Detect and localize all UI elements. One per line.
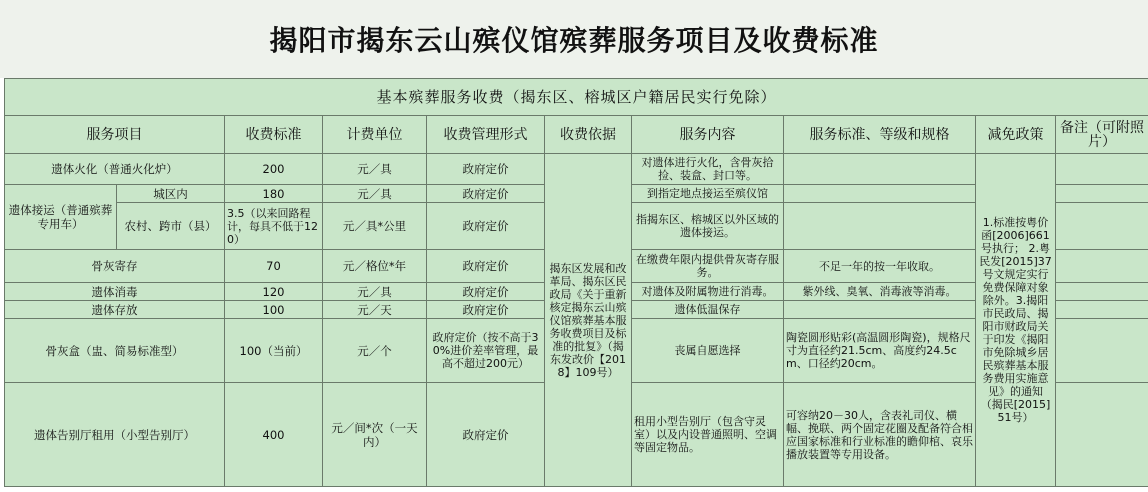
standard-cell xyxy=(784,203,976,250)
unit-cell: 元／具 xyxy=(323,185,427,203)
content-cell: 遗体低温保存 xyxy=(632,301,784,319)
exemption-cell: 1.标准按粤价函[2006]661号执行； 2.粤民发[2015]37号文规定实行免费保障对象除外。3.揭阳市民政局、揭阳市财政局关于印发《揭阳市免除城乡居民殡葬基本服务费用实施意见》的通知（揭民[2015]51号） xyxy=(976,154,1056,487)
standard-cell: 陶瓷圆形贴彩(高温圆形陶瓷)，规格尺寸为直径约21.5cm、高度约24.5cm、口径约20cm。 xyxy=(784,319,976,383)
sub-item-cell: 城区内 xyxy=(117,185,225,203)
header-cell: 服务项目 xyxy=(5,116,225,154)
remark-cell xyxy=(1056,283,1148,301)
item-cell: 骨灰盒（盅、简易标准型） xyxy=(5,319,225,383)
sub-item-cell: 农村、跨市（县） xyxy=(117,203,225,250)
header-cell: 减免政策 xyxy=(976,116,1056,154)
title-band xyxy=(0,0,1148,78)
fee-cell: 400 xyxy=(225,383,323,487)
unit-cell: 元／格位*年 xyxy=(323,250,427,283)
basis-cell: 揭东区发展和改革局、揭东区民政局《关于重新核定揭东云山殡仪馆殡葬基本服务收费项目及标准的批复》（揭东发改价【2018】109号） xyxy=(545,154,632,487)
fee-cell: 200 xyxy=(225,154,323,185)
unit-cell: 元／天 xyxy=(323,301,427,319)
header-cell: 收费依据 xyxy=(545,116,632,154)
content-cell: 指揭东区、榕城区以外区域的遗体接运。 xyxy=(632,203,784,250)
mgmt-cell: 政府定价 xyxy=(427,383,545,487)
fee-cell: 3.5（以来回路程计，每具不低于120） xyxy=(225,203,323,250)
unit-cell: 元／个 xyxy=(323,319,427,383)
standard-cell xyxy=(784,185,976,203)
remark-cell xyxy=(1056,154,1148,185)
header-cell: 服务内容 xyxy=(632,116,784,154)
standard-cell xyxy=(784,154,976,185)
item-cell: 遗体告别厅租用（小型告别厅） xyxy=(5,383,225,487)
header-cell: 服务标准、等级和规格 xyxy=(784,116,976,154)
fee-cell: 100（当前） xyxy=(225,319,323,383)
unit-cell: 元／具 xyxy=(323,283,427,301)
mgmt-cell: 政府定价 xyxy=(427,283,545,301)
standard-cell xyxy=(784,301,976,319)
header-cell: 收费管理形式 xyxy=(427,116,545,154)
content-cell: 对遗体进行火化，含骨灰拾捡、装盒、封口等。 xyxy=(632,154,784,185)
remark-cell xyxy=(1056,301,1148,319)
header-cell: 计费单位 xyxy=(323,116,427,154)
unit-cell: 元／具*公里 xyxy=(323,203,427,250)
content-cell: 到指定地点接运至殡仪馆 xyxy=(632,185,784,203)
remark-cell xyxy=(1056,319,1148,383)
item-cell: 遗体消毒 xyxy=(5,283,225,301)
header-cell: 备注（可附照片） xyxy=(1056,116,1148,154)
item-cell: 骨灰寄存 xyxy=(5,250,225,283)
standard-cell: 紫外线、臭氧、消毒液等消毒。 xyxy=(784,283,976,301)
content-cell: 丧属自愿选择 xyxy=(632,319,784,383)
subtitle: 基本殡葬服务收费（揭东区、榕城区户籍居民实行免除） xyxy=(5,79,1148,116)
content-cell: 在缴费年限内提供骨灰寄存服务。 xyxy=(632,250,784,283)
header-cell: 收费标准 xyxy=(225,116,323,154)
header-row xyxy=(5,116,1148,154)
item-cell: 遗体存放 xyxy=(5,301,225,319)
mgmt-cell: 政府定价 xyxy=(427,301,545,319)
standard-cell: 不足一年的按一年收取。 xyxy=(784,250,976,283)
mgmt-cell: 政府定价（按不高于30%进价差率管理，最高不超过200元） xyxy=(427,319,545,383)
unit-cell: 元／间*次（一天内） xyxy=(323,383,427,487)
page-title: 揭阳市揭东云山殡仪馆殡葬服务项目及收费标准 xyxy=(269,24,879,57)
item-cell: 遗体接运（普通殡葬专用车） xyxy=(5,185,117,250)
item-cell: 遗体火化（普通火化炉） xyxy=(5,154,225,185)
mgmt-cell: 政府定价 xyxy=(427,203,545,250)
fee-cell: 70 xyxy=(225,250,323,283)
remark-cell xyxy=(1056,185,1148,203)
remark-cell xyxy=(1056,203,1148,250)
table-row xyxy=(5,154,1148,185)
fee-cell: 180 xyxy=(225,185,323,203)
standard-cell: 可容纳20－30人，含表礼司仪、横幅、挽联、两个固定花圈及配备符合相应国家标准和行业标准的瞻仰棺、哀乐播放装置等专用设备。 xyxy=(784,383,976,487)
mgmt-cell: 政府定价 xyxy=(427,250,545,283)
fee-table xyxy=(4,78,1148,487)
content-cell: 对遗体及附属物进行消毒。 xyxy=(632,283,784,301)
fee-cell: 120 xyxy=(225,283,323,301)
fee-cell: 100 xyxy=(225,301,323,319)
mgmt-cell: 政府定价 xyxy=(427,154,545,185)
mgmt-cell: 政府定价 xyxy=(427,185,545,203)
unit-cell: 元／具 xyxy=(323,154,427,185)
remark-cell xyxy=(1056,250,1148,283)
remark-cell xyxy=(1056,383,1148,487)
content-cell: 租用小型告别厅（包含守灵室）以及内设普通照明、空调等固定物品。 xyxy=(632,383,784,487)
